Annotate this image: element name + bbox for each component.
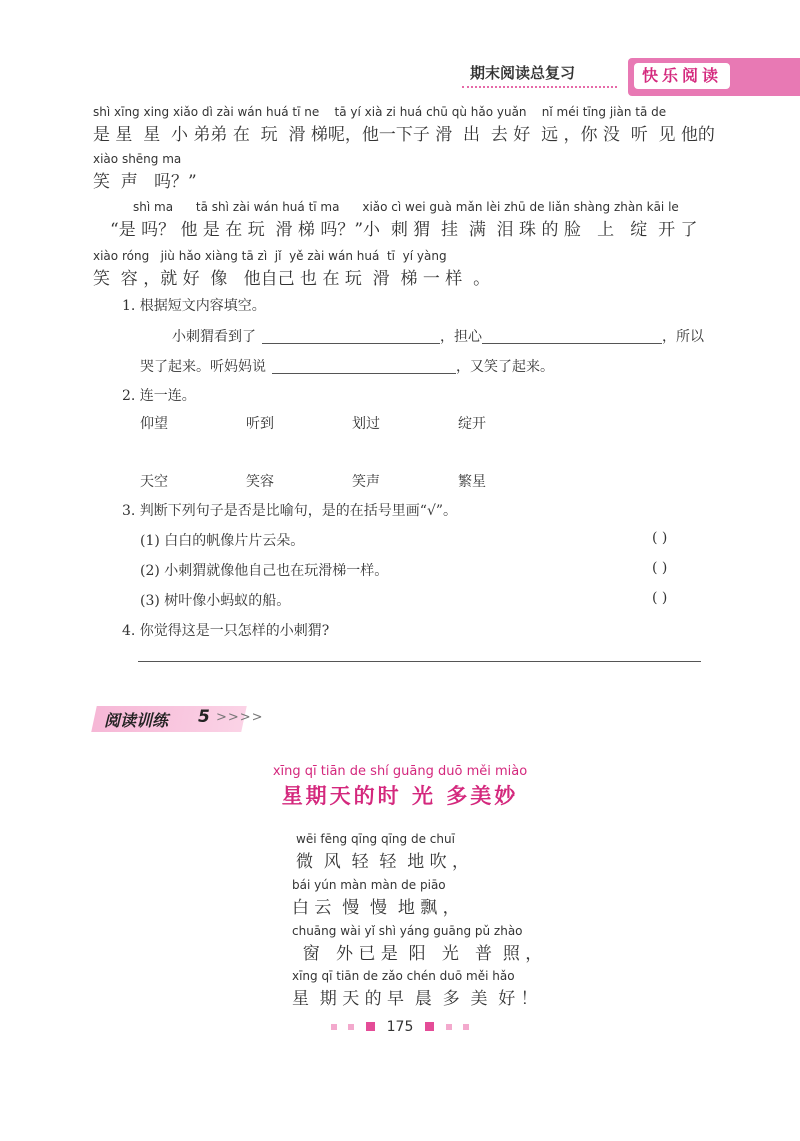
poem-title-pinyin: xīng qī tiān de shí guāng duō měi miào — [272, 764, 528, 779]
q1-text-d: 哭了起来。听妈妈说 — [140, 359, 266, 375]
poem-text-line-4: 星 期 天 的 早 晨 多 美 好 ！ — [292, 989, 538, 1009]
poem-pinyin-line-2: bái yún màn màn de piāo — [292, 878, 446, 892]
poem-pinyin-line-3: chuāng wài yǐ shì yáng guāng pǔ zhào — [292, 924, 523, 938]
poem-pinyin-line-4: xīng qī tiān de zǎo chén duō měi hǎo — [292, 969, 515, 983]
q1-blank-1[interactable] — [262, 343, 440, 344]
story-pinyin-line-4: xiào róng jiù hǎo xiàng tā zì jǐ yě zài wán huá tī yí yàng — [93, 249, 447, 263]
q3-item-3: (3) 树叶像小蚂蚁的船。 — [140, 593, 291, 609]
header-divider — [462, 86, 617, 88]
question-3-title: 3. 判断下列句子是否是比喻句，是的在括号里画“√”。 — [122, 503, 458, 519]
page-number: 175 — [386, 1018, 414, 1035]
story-text-line-4: 笑 容 ，就 好 像 他自己 也 在 玩 滑 梯 一 样 。 — [93, 269, 491, 289]
match-bottom-word[interactable]: 天空 — [140, 474, 168, 490]
match-bottom-word[interactable]: 繁星 — [458, 474, 486, 490]
poem-pinyin-line-1: wēi fēng qīng qīng de chuī — [296, 832, 455, 846]
story-text-line-2: 笑 声 吗？” — [93, 172, 197, 192]
q3-answer-paren-1[interactable]: ( ) — [652, 530, 668, 546]
poem-text-line-3: 窗 外 已 是 阳 光 普 照 ， — [292, 944, 543, 964]
question-2-title: 2. 连一连。 — [122, 388, 196, 404]
story-text-line-1: 是 星 星 小 弟弟 在 玩 滑 梯呢，他一下子 滑 出 去 好 远 ，你 没 听 见 他的 — [93, 125, 715, 145]
match-top-word[interactable]: 划过 — [352, 416, 380, 432]
q4-answer-line[interactable] — [138, 661, 701, 662]
header-badge — [628, 58, 800, 96]
footer-dot — [348, 1024, 354, 1030]
footer-square — [425, 1022, 434, 1031]
q1-blank-2[interactable] — [482, 343, 662, 344]
footer-dot — [331, 1024, 337, 1030]
q3-answer-paren-2[interactable]: ( ) — [652, 560, 668, 576]
q3-item-1: (1) 白白的帆像片片云朵。 — [140, 533, 305, 549]
footer-dot — [463, 1024, 469, 1030]
q3-answer-paren-3[interactable]: ( ) — [652, 590, 668, 606]
poem-title: 星期天的时 光 多美妙 — [281, 784, 519, 808]
question-4-title: 4. 你觉得这是一只怎样的小刺猬? — [122, 623, 330, 639]
story-pinyin-line-1: shì xīng xing xiǎo dì zài wán huá tī ne tā yí xià zi huá chū qù hǎo yuǎn nǐ méi tīng jiàn tā de — [93, 105, 667, 119]
header-badge-label: 快乐阅读 — [634, 63, 730, 89]
q1-text-b: ，担心 — [440, 329, 482, 345]
section-banner-number: 5 — [198, 707, 210, 727]
story-pinyin-line-2: xiào shēng ma — [93, 152, 182, 166]
story-pinyin-line-3: shì ma tā shì zài wán huá tī ma xiǎo cì wei guà mǎn lèi zhū de liǎn shàng zhàn kāi le — [133, 200, 679, 214]
footer-square — [366, 1022, 375, 1031]
match-bottom-word[interactable]: 笑声 — [352, 474, 380, 490]
match-top-word[interactable]: 听到 — [246, 416, 274, 432]
q1-text-e: ，又笑了起来。 — [456, 359, 554, 375]
q3-item-2: (2) 小刺猬就像他自己也在玩滑梯一样。 — [140, 563, 389, 579]
poem-text-line-2: 白 云 慢 慢 地 飘 ， — [292, 898, 460, 918]
q1-text-c: ，所以 — [662, 329, 704, 345]
story-text-line-3: “是 吗？ 他 是 在 玩 滑 梯 吗？”小 刺 猬 挂 满 泪 珠 的 脸 上 绽 开 了 — [110, 220, 698, 240]
page-footer — [0, 1016, 800, 1035]
q1-text-a: 小刺猬看到了 — [172, 329, 256, 345]
footer-dot — [446, 1024, 452, 1030]
section-banner-arrows: >>>> — [216, 710, 264, 725]
match-top-word[interactable]: 仰望 — [140, 416, 168, 432]
section-banner-label: 阅读训练 — [104, 711, 169, 730]
match-bottom-word[interactable]: 笑容 — [246, 474, 274, 490]
question-1-title: 1. 根据短文内容填空。 — [122, 298, 266, 314]
header-title: 期末阅读总复习 — [470, 64, 576, 82]
match-top-word[interactable]: 绽开 — [458, 416, 486, 432]
q1-blank-3[interactable] — [272, 373, 456, 374]
poem-text-line-1: 微 风 轻 轻 地 吹 ， — [296, 852, 470, 872]
